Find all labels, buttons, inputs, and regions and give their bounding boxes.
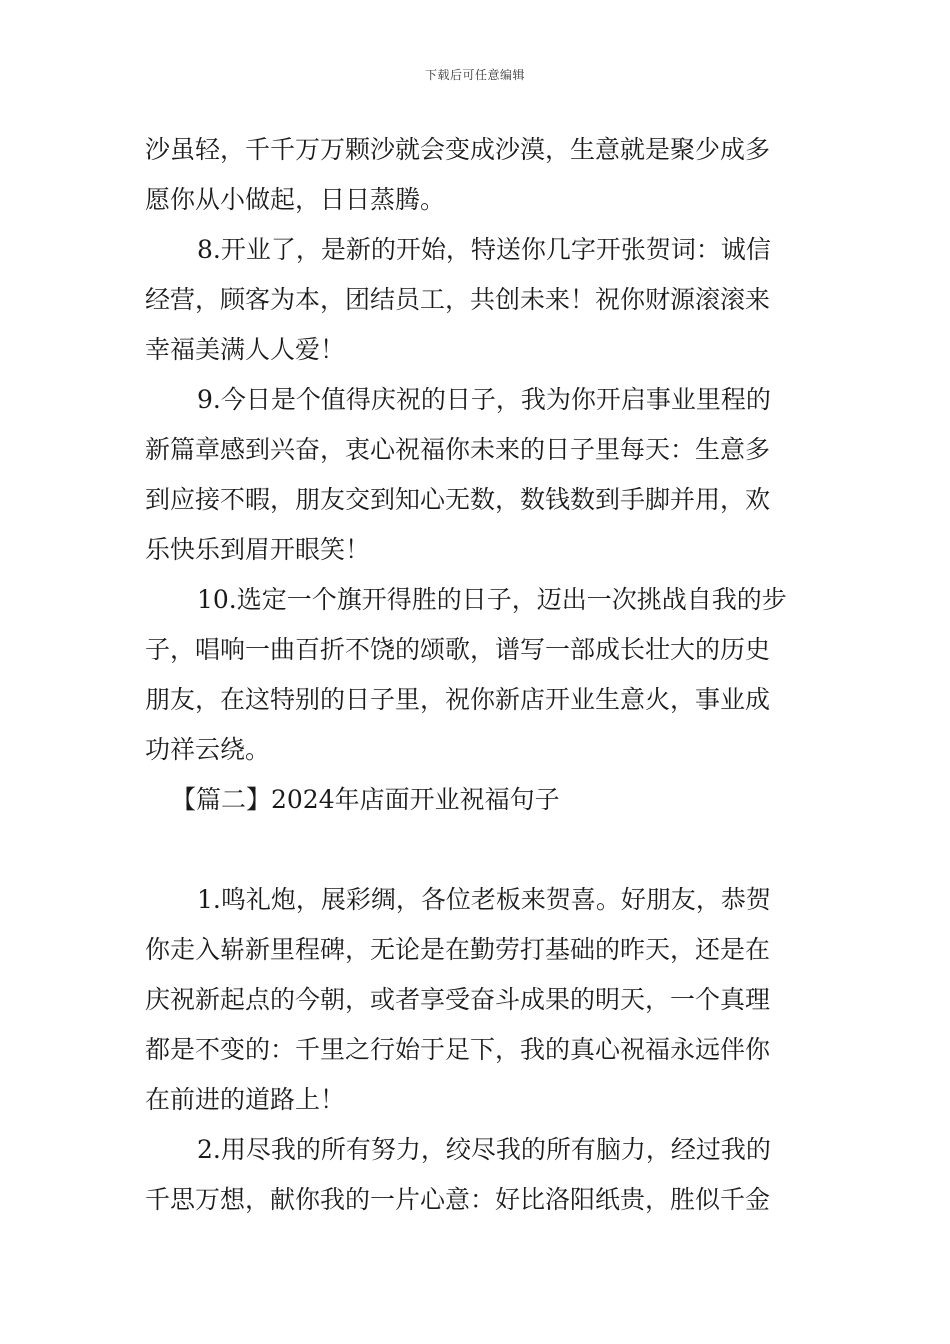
text-line: 功祥云绕。 bbox=[145, 735, 271, 764]
text-line: 愿你从小做起，日日蒸腾。 bbox=[145, 185, 446, 214]
list-item-1-first-line: 1.鸣礼炮，展彩绸，各位老板来贺喜。好朋友，恭贺 bbox=[197, 885, 771, 914]
text-line: 千思万想，献你我的一片心意：好比洛阳纸贵，胜似千金 bbox=[145, 1185, 771, 1214]
list-item-8-first-line: 8.开业了，是新的开始，特送你几字开张贺词：诚信 bbox=[197, 235, 771, 264]
text-line: 在前进的道路上！ bbox=[145, 1085, 346, 1114]
text-line: 乐快乐到眉开眼笑！ bbox=[145, 535, 371, 564]
text-line: 到应接不暇，朋友交到知心无数，数钱数到手脚并用，欢 bbox=[145, 485, 771, 514]
list-item-2-first-line: 2.用尽我的所有努力，绞尽我的所有脑力，经过我的 bbox=[197, 1135, 771, 1164]
text-line: 你走入崭新里程碑，无论是在勤劳打基础的昨天，还是在 bbox=[145, 935, 771, 964]
text-line: 子，唱响一曲百折不饶的颂歌，谱写一部成长壮大的历史 bbox=[145, 635, 771, 664]
list-item-9-first-line: 9.今日是个值得庆祝的日子，我为你开启事业里程的 bbox=[197, 385, 771, 414]
document-body bbox=[145, 125, 815, 1225]
section-heading: 【篇二】2024年店面开业祝福句子 bbox=[171, 785, 560, 814]
text-line: 经营，顾客为本，团结员工，共创未来！祝你财源滚滚来 bbox=[145, 285, 771, 314]
text-line: 庆祝新起点的今朝，或者享受奋斗成果的明天，一个真理 bbox=[145, 985, 771, 1014]
header-note: 下载后可任意编辑 bbox=[424, 68, 525, 82]
text-line: 新篇章感到兴奋，衷心祝福你未来的日子里每天：生意多 bbox=[145, 435, 771, 464]
text-line: 朋友，在这特别的日子里，祝你新店开业生意火，事业成 bbox=[145, 685, 771, 714]
text-line: 幸福美满人人爱！ bbox=[145, 335, 346, 364]
text-line: 都是不变的：千里之行始于足下，我的真心祝福永远伴你 bbox=[145, 1035, 771, 1064]
blank-line bbox=[145, 825, 815, 875]
text-line: 沙虽轻，千千万万颗沙就会变成沙漠，生意就是聚少成多 bbox=[145, 135, 771, 164]
list-item-10-first-line: 10.选定一个旗开得胜的日子，迈出一次挑战自我的步 bbox=[197, 585, 787, 614]
